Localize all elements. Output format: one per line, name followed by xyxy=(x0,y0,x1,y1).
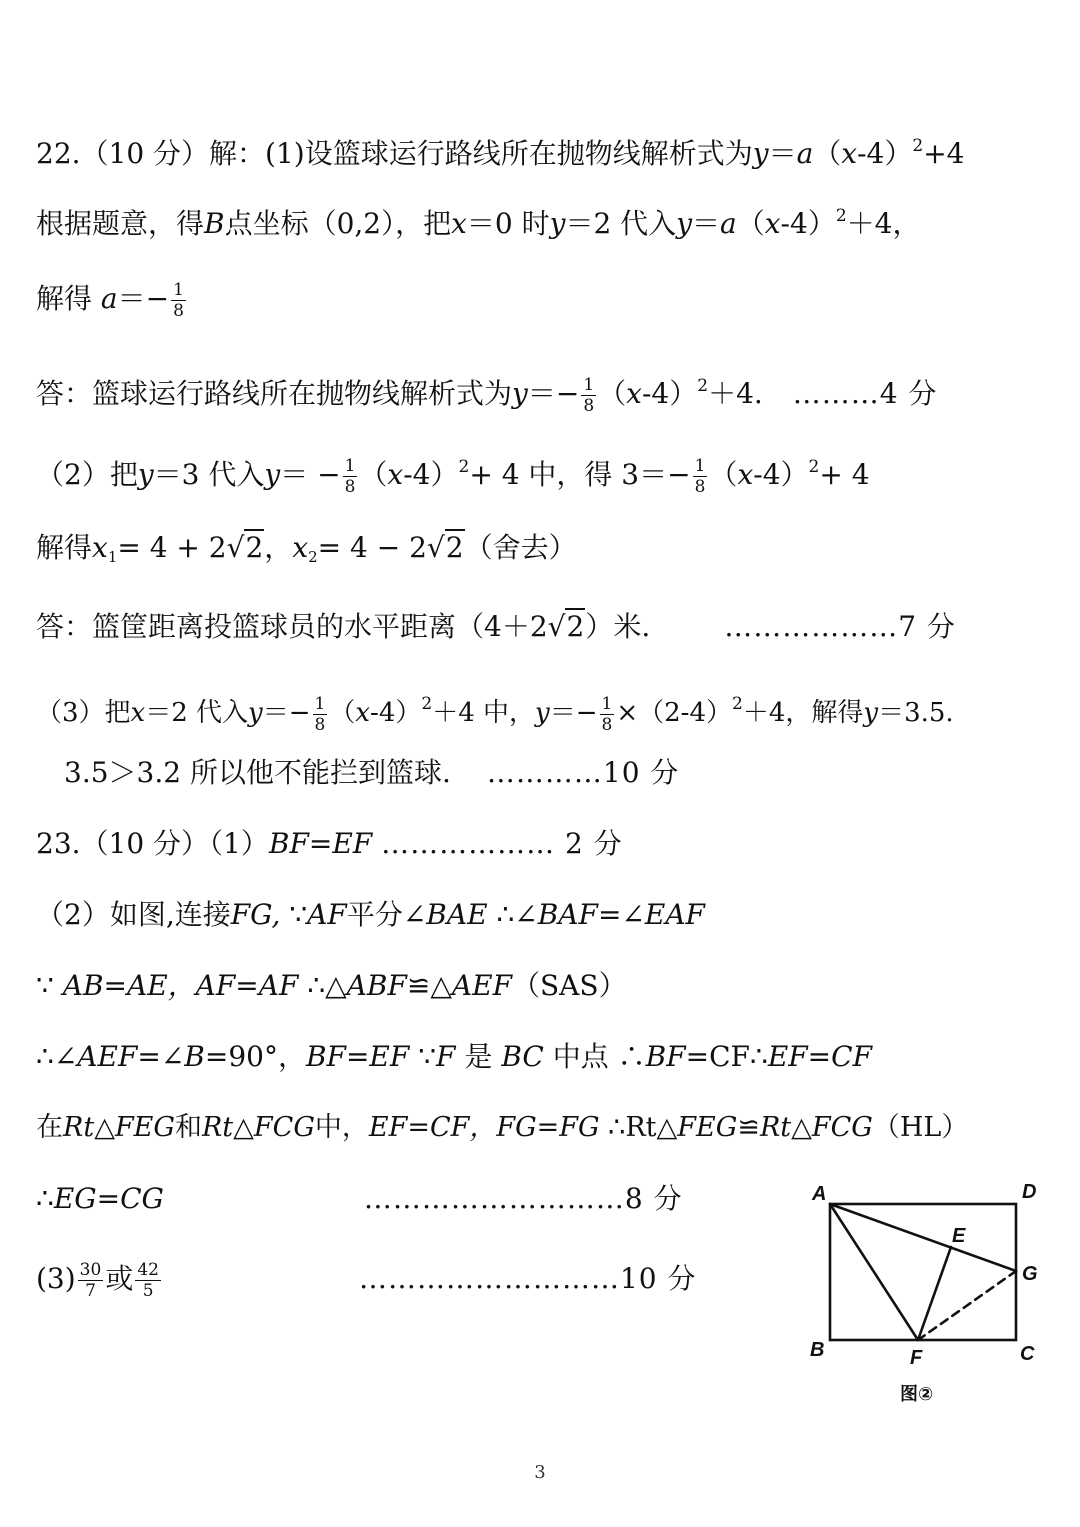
var: AEF xyxy=(77,1040,138,1073)
var: a xyxy=(796,137,814,170)
text: =∠ xyxy=(597,898,645,931)
var: Rt xyxy=(759,1112,792,1143)
q23-line-6 xyxy=(36,1181,683,1217)
denominator: 8 xyxy=(601,714,613,735)
var: x xyxy=(451,207,467,240)
text: ＝0 时 xyxy=(466,207,550,240)
var: EAF xyxy=(644,898,705,931)
var: ABF xyxy=(346,969,407,1002)
text: △ xyxy=(94,1112,115,1143)
exponent: 2 xyxy=(458,457,470,477)
fraction xyxy=(693,456,708,497)
var: EF=CF xyxy=(767,1040,872,1073)
subscript: 2 xyxy=(308,548,318,566)
var: BC xyxy=(501,1040,544,1073)
text: ∴ xyxy=(36,1182,54,1215)
var: x xyxy=(841,137,858,170)
page-number: 3 xyxy=(534,1462,546,1483)
text: ＝2 代入 xyxy=(145,698,249,728)
text: ＝− xyxy=(527,377,580,410)
text: ＋4，解得 xyxy=(742,698,864,728)
text: ＝ − xyxy=(280,458,341,491)
fraction xyxy=(581,375,596,416)
var: FG, xyxy=(230,898,281,931)
q22-line-7 xyxy=(36,609,956,645)
denominator: 8 xyxy=(173,301,184,321)
numerator: 1 xyxy=(173,280,184,300)
var: BF=EF xyxy=(268,827,373,860)
q23-line-1 xyxy=(36,826,623,862)
text: =90°， xyxy=(204,1040,306,1073)
text: （HL） xyxy=(872,1112,969,1143)
text: ＝− xyxy=(549,698,598,728)
var: AF xyxy=(307,898,347,931)
q23-line-7 xyxy=(36,1260,697,1301)
var: B xyxy=(184,1040,205,1073)
text: ＝2 代入 xyxy=(565,207,677,240)
var: a xyxy=(720,207,737,240)
text: ∴∠ xyxy=(36,1040,78,1073)
label-b: B xyxy=(810,1339,825,1361)
exponent: 2 xyxy=(835,206,847,226)
segment-af xyxy=(830,1204,918,1340)
numerator: 1 xyxy=(583,375,595,395)
text: ≌△ xyxy=(406,969,452,1002)
text: 根据题意，得 xyxy=(36,207,205,240)
label-e: E xyxy=(952,1225,966,1247)
numerator: 1 xyxy=(344,456,356,476)
var: x xyxy=(292,531,309,564)
fraction xyxy=(313,694,328,735)
var: y xyxy=(549,207,566,240)
var: BAE xyxy=(426,898,488,931)
text: 解得 xyxy=(36,531,93,564)
q23-line-2 xyxy=(36,897,705,933)
text: ＝− xyxy=(117,282,170,315)
text: =CF∴ xyxy=(685,1040,768,1073)
q22-line-9 xyxy=(64,755,679,791)
radicand: 2 xyxy=(245,531,264,564)
var: F xyxy=(436,1040,456,1073)
var: x xyxy=(737,458,754,491)
denominator: 8 xyxy=(344,477,356,497)
text: ）米. xyxy=(585,610,651,643)
text: （2）把 xyxy=(36,458,138,491)
text: 是 xyxy=(464,1040,493,1073)
text: 平分∠ xyxy=(346,898,427,931)
text: 中点 ∴ xyxy=(552,1040,646,1073)
exponent: 2 xyxy=(421,694,433,714)
denominator: 7 xyxy=(85,1281,96,1301)
var: Rt xyxy=(201,1112,234,1143)
fraction xyxy=(600,694,615,735)
score-mark: ………………7 分 xyxy=(724,610,956,643)
text: + 4 中，得 3＝− xyxy=(469,458,691,491)
var: y xyxy=(264,458,281,491)
fraction xyxy=(78,1260,104,1301)
text: -4） xyxy=(780,207,836,240)
text: -4） xyxy=(753,458,809,491)
text: 和 xyxy=(174,1112,202,1143)
text: = 4 + 2 xyxy=(117,531,227,564)
q23-line-3 xyxy=(36,968,627,1004)
var: EG=CG xyxy=(53,1182,164,1215)
text: △ xyxy=(233,1112,254,1143)
label-f: F xyxy=(910,1347,923,1369)
numerator: 1 xyxy=(694,456,706,476)
q22-line-3 xyxy=(36,280,188,321)
text: ＝3 代入 xyxy=(153,458,265,491)
var: x xyxy=(764,207,781,240)
text: 答：篮球运行路线所在抛物线解析式为 xyxy=(36,377,513,410)
q22-line-1 xyxy=(36,128,964,172)
var: y xyxy=(535,698,550,728)
text: ∴△ xyxy=(307,969,347,1002)
text: ＋4， xyxy=(846,207,921,240)
segment-fg-dashed xyxy=(918,1271,1016,1340)
text: （ xyxy=(736,207,765,240)
denominator: 5 xyxy=(142,1281,154,1301)
var: y xyxy=(676,207,693,240)
text: 解得 xyxy=(36,282,93,315)
fraction xyxy=(135,1260,161,1301)
var: y xyxy=(248,698,263,728)
text: ≌ xyxy=(737,1112,760,1143)
text: ∵ xyxy=(289,898,308,931)
text: ， xyxy=(264,531,293,564)
text: （舍去） xyxy=(464,531,577,564)
text: △ xyxy=(791,1112,812,1143)
text: (3) xyxy=(36,1262,76,1295)
label-d: D xyxy=(1022,1181,1037,1203)
geometry-figure xyxy=(790,1170,1060,1410)
var: AEF xyxy=(451,969,512,1002)
text: ∵ xyxy=(36,969,63,1002)
q22-line-8 xyxy=(36,686,954,735)
q22-line-5 xyxy=(36,449,870,497)
radicand: 2 xyxy=(566,610,585,643)
text: ∴Rt△ xyxy=(608,1112,678,1143)
text: + 4 xyxy=(819,458,870,491)
text: 在 xyxy=(36,1112,63,1143)
var: x xyxy=(387,458,404,491)
text: 或 xyxy=(105,1262,134,1295)
text: +4 xyxy=(923,137,965,170)
text: （ xyxy=(598,377,627,410)
text: ＝− xyxy=(262,698,311,728)
var: EF=CF，FG=FG xyxy=(368,1112,600,1143)
q22-line-4 xyxy=(36,368,938,416)
text: ＝3.5. xyxy=(878,698,954,728)
numerator: 42 xyxy=(137,1260,159,1280)
text: 23.（10 分）（1） xyxy=(36,827,269,860)
exponent: 2 xyxy=(697,376,709,396)
var: FCG xyxy=(253,1112,315,1143)
var: AB=AE，AF=AF xyxy=(62,969,299,1002)
text: -4） xyxy=(857,137,913,170)
q22-line-6 xyxy=(36,530,577,575)
var: a xyxy=(100,282,118,315)
text: ＝ xyxy=(692,207,721,240)
score-mark: ………4 分 xyxy=(792,377,938,410)
exponent: 2 xyxy=(808,457,820,477)
var: x xyxy=(130,698,146,728)
exponent: 2 xyxy=(912,136,924,156)
var: BAF xyxy=(537,898,598,931)
text: （3）把 xyxy=(36,698,131,728)
segment-fe xyxy=(918,1247,951,1340)
var: y xyxy=(137,458,154,491)
var: x xyxy=(92,531,108,564)
label-c: C xyxy=(1020,1343,1035,1365)
var: y xyxy=(863,698,879,728)
score-mark: ………………………10 分 xyxy=(358,1262,697,1295)
text: （2）如图,连接 xyxy=(36,898,231,931)
var: BF=EF xyxy=(305,1040,410,1073)
text: =∠ xyxy=(137,1040,185,1073)
text: （ xyxy=(359,458,388,491)
text: 答：篮筐距离投篮球员的水平距离（4＋2 xyxy=(36,610,548,643)
var: FCG xyxy=(811,1112,873,1143)
subscript: 1 xyxy=(107,548,118,566)
denominator: 8 xyxy=(694,477,706,497)
var: Rt xyxy=(63,1112,95,1143)
var: BF xyxy=(645,1040,686,1073)
text: 22.（10 分）解：(1)设篮球运行路线所在抛物线解析式为 xyxy=(36,137,753,170)
text: ＋4. xyxy=(708,377,763,410)
text: 点坐标（0,2），把 xyxy=(224,207,452,240)
var: x xyxy=(626,377,642,410)
text: （ xyxy=(329,698,356,728)
var: FEG xyxy=(114,1112,175,1143)
square-root: √2 xyxy=(426,531,464,564)
var: x xyxy=(355,698,371,728)
numerator: 30 xyxy=(79,1260,102,1280)
text: ＝ xyxy=(768,137,797,170)
var: y xyxy=(752,137,769,170)
figure-caption: 图② xyxy=(900,1384,934,1405)
text: -4） xyxy=(403,458,459,491)
denominator: 8 xyxy=(583,396,595,416)
text: = 4 − 2 xyxy=(317,531,427,564)
score-mark: ……………… 2 分 xyxy=(381,827,623,860)
square-root: √2 xyxy=(547,610,585,643)
text: ∵ xyxy=(418,1040,437,1073)
text: ＋4 中， xyxy=(432,698,536,728)
fraction xyxy=(343,456,358,497)
q23-line-5 xyxy=(36,1110,968,1146)
q23-line-4 xyxy=(36,1039,872,1075)
var: B xyxy=(204,207,225,240)
text: （SAS） xyxy=(512,969,627,1002)
denominator: 8 xyxy=(314,714,326,735)
text: ∴∠ xyxy=(496,898,538,931)
score-mark: …………10 分 xyxy=(486,756,680,789)
text: （ xyxy=(709,458,738,491)
var: FEG xyxy=(677,1112,738,1143)
text: -4） xyxy=(641,377,698,410)
text: （ xyxy=(813,137,842,170)
exponent: 2 xyxy=(732,694,743,714)
label-g: G xyxy=(1022,1263,1038,1285)
text: 3.5＞3.2 所以他不能拦到篮球. xyxy=(64,756,451,789)
segment-ag xyxy=(830,1204,1016,1271)
square-root: √2 xyxy=(226,531,264,564)
fraction xyxy=(171,280,186,321)
label-a: A xyxy=(812,1183,827,1205)
rectangle-abcd xyxy=(830,1204,1016,1340)
q22-line-2 xyxy=(36,198,920,242)
score-mark: ………………………8 分 xyxy=(363,1182,683,1215)
numerator: 1 xyxy=(601,693,613,714)
text: 中， xyxy=(314,1112,369,1143)
text: -4） xyxy=(370,698,422,728)
text: ×（2-4） xyxy=(616,698,732,728)
numerator: 1 xyxy=(314,693,326,714)
radicand: 2 xyxy=(445,531,464,564)
var: y xyxy=(512,377,528,410)
